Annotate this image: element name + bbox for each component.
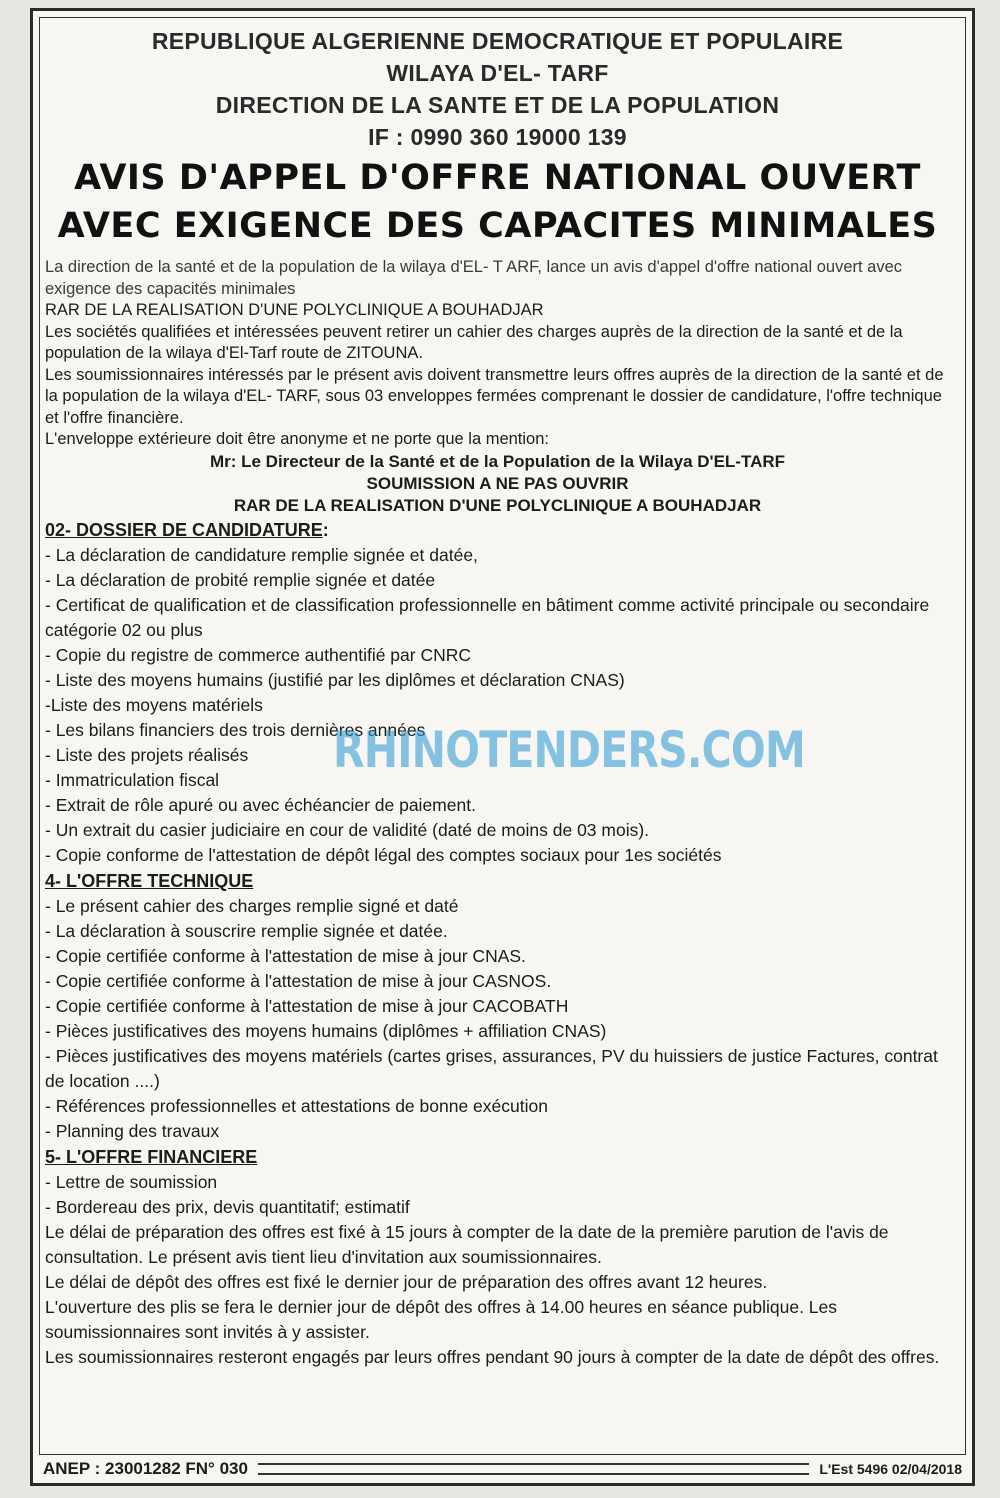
list-item: - Extrait de rôle apuré ou avec échéancier de paiement.	[45, 794, 476, 815]
list-item: - Pièces justificatives des moyens humains (diplômes + affiliation CNAS)	[45, 1020, 607, 1041]
validity-period: Les soumissionnaires resteront engagés par leurs offres pendant 90 jours à compter de la date de dépôt des offres.	[45, 1346, 940, 1367]
list-item: - Copie du registre de commerce authentifié par CNRC	[45, 644, 472, 665]
dossier-section	[45, 518, 950, 868]
mention-addressee: Mr: Le Directeur de la Santé et de la Population de la Wilaya D'EL-TARF	[209, 451, 786, 471]
list-item: - Liste des moyens humains (justifié par les diplômes et déclaration CNAS)	[45, 669, 625, 690]
technique-title: 4- L'OFFRE TECHNIQUE	[45, 870, 254, 891]
direction-line: DIRECTION DE LA SANTE ET DE LA POPULATION	[215, 92, 780, 118]
list-item: - Immatriculation fiscal	[45, 769, 220, 790]
project-line: RAR DE LA REALISATION D'UNE POLYCLINIQUE A BOUHADJAR	[45, 301, 544, 319]
intro-paragraph: La direction de la santé et de la population de la wilaya d'EL- T ARF, lance un avis d'appel d'offre national ouvert avec exigence des capacités minimales	[45, 258, 903, 298]
envelope-paragraph: L'enveloppe extérieure doit être anonyme et ne porte que la mention:	[45, 430, 549, 448]
withdrawal-paragraph: Les sociétés qualifiées et intéressées peuvent retirer un cahier des charges auprès de la direction de la santé et de la population de la wilaya d'El-Tarf route de ZITOUNA.	[45, 322, 903, 362]
list-item: - Bordereau des prix, devis quantitatif; estimatif	[45, 1196, 410, 1217]
intro-section	[45, 257, 950, 451]
list-item: - Certificat de qualification et de classification professionnelle en bâtiment comme activité principale ou secondaire catégorie 02 ou plus	[45, 594, 930, 640]
notice-title-line1: AVIS D'APPEL D'OFFRE NATIONAL OUVERT	[74, 158, 921, 198]
list-item: - Copie certifiée conforme à l'attestation de mise à jour CNAS.	[45, 945, 526, 966]
anep-reference: ANEP : 23001282 FN° 030	[43, 1459, 248, 1478]
submission-paragraph: Les soumissionnaires intéressés par le présent avis doivent transmettre leurs offres auprès de la direction de la santé et de la population de la wilaya d'EL- TARF, sous 03 enveloppes fermées comprenant le dossier de candidature, l'offre technique et l'offre financière.	[45, 365, 944, 427]
list-item: - Lettre de soumission	[45, 1171, 218, 1192]
footer-bar	[33, 1458, 972, 1480]
financiere-list	[45, 1170, 950, 1220]
notice-title-line2: AVEC EXIGENCE DES CAPACITES MINIMALES	[57, 206, 938, 246]
mention-project: RAR DE LA REALISATION D'UNE POLYCLINIQUE A BOUHADJAR	[233, 495, 762, 515]
mention-do-not-open: SOUMISSION A NE PAS OUVRIR	[366, 473, 629, 493]
list-item: - Copie conforme de l'attestation de dépôt légal des comptes sociaux pour 1es sociétés	[45, 844, 722, 865]
list-item: - Un extrait du casier judiciaire en cour de validité (daté de moins de 03 mois).	[45, 819, 650, 840]
list-item: - Planning des travaux	[45, 1120, 220, 1141]
list-item: - Les bilans financiers des trois dernières années	[45, 719, 426, 740]
closing-section	[45, 1220, 950, 1370]
envelope-mention	[45, 451, 950, 517]
technique-section	[45, 869, 950, 1144]
dossier-title	[45, 518, 950, 543]
fiscal-id-line: IF : 0990 360 19000 139	[368, 124, 627, 150]
official-header	[45, 25, 950, 153]
technique-list	[45, 894, 950, 1144]
footer-rule	[258, 1463, 809, 1475]
list-item: -Liste des moyens matériels	[45, 694, 263, 715]
preparation-deadline: Le délai de préparation des offres est fixé à 15 jours à compter de la date de la première parution de l'avis de consultation. Le présent avis tient lieu d'invitation aux soumissionnaires.	[45, 1221, 889, 1267]
list-item: - La déclaration de probité remplie signée et datée	[45, 569, 436, 590]
financiere-section	[45, 1145, 950, 1220]
list-item: - Pièces justificatives des moyens matériels (cartes grises, assurances, PV du huissiers de justice Factures, contrat de location ....)	[45, 1045, 938, 1091]
list-item: - La déclaration de candidature remplie signée et datée,	[45, 544, 478, 565]
financiere-title: 5- L'OFFRE FINANCIERE	[45, 1146, 258, 1167]
list-item: - La déclaration à souscrire remplie signée et datée.	[45, 920, 448, 941]
list-item: - Copie certifiée conforme à l'attestation de mise à jour CASNOS.	[45, 970, 552, 991]
list-item: - Le présent cahier des charges remplie signé et daté	[45, 895, 459, 916]
watermark-text: RHINOTENDERS.COM	[333, 721, 805, 779]
list-item: - Références professionnelles et attestations de bonne exécution	[45, 1095, 548, 1116]
republic-line: REPUBLIQUE ALGERIENNE DEMOCRATIQUE ET POPULAIRE	[151, 28, 844, 54]
dossier-list	[45, 543, 950, 868]
deposit-deadline: Le délai de dépôt des offres est fixé le dernier jour de préparation des offres avant 12 heures.	[45, 1271, 768, 1292]
newspaper-notice	[30, 8, 975, 1486]
journal-reference: L'Est 5496 02/04/2018	[819, 1461, 962, 1477]
notice-content	[45, 25, 950, 1370]
list-item: - Copie certifiée conforme à l'attestation de mise à jour CACOBATH	[45, 995, 569, 1016]
dossier-title-text: 02- DOSSIER DE CANDIDATURE	[45, 519, 323, 540]
dossier-title-suffix: :	[322, 519, 329, 540]
wilaya-line: WILAYA D'EL- TARF	[386, 60, 609, 86]
list-item: - Liste des projets réalisés	[45, 744, 249, 765]
opening-session: L'ouverture des plis se fera le dernier jour de dépôt des offres à 14.00 heures en séance publique. Les soumissionnaires sont invités à y assister.	[45, 1296, 838, 1342]
